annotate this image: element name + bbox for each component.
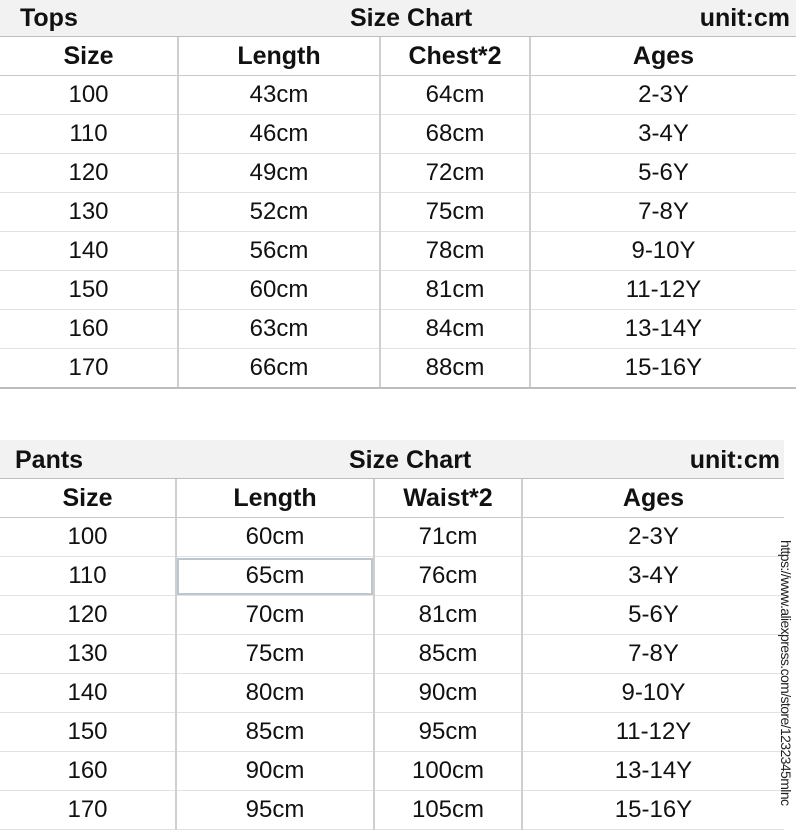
size-cell: 170 xyxy=(0,349,178,389)
tops-chart-unit: unit:cm xyxy=(699,4,790,32)
tops-size-chart xyxy=(0,0,796,389)
size-cell: 150 xyxy=(0,271,178,310)
selected-length-cell[interactable]: 65cm xyxy=(176,557,374,596)
ages-cell: 3-4Y xyxy=(530,115,796,154)
table-row xyxy=(0,791,784,830)
table-row xyxy=(0,674,784,713)
length-cell: 75cm xyxy=(176,635,374,674)
tops-title-bar xyxy=(0,0,796,37)
chest-cell: 81cm xyxy=(380,271,530,310)
length-cell: 60cm xyxy=(178,271,380,310)
ages-cell: 15-16Y xyxy=(530,349,796,389)
ages-cell: 3-4Y xyxy=(522,557,784,596)
size-cell: 130 xyxy=(0,635,176,674)
pants-chart-unit: unit:cm xyxy=(689,446,780,474)
table-row xyxy=(0,752,784,791)
ages-cell: 13-14Y xyxy=(530,310,796,349)
chest-cell: 64cm xyxy=(380,76,530,115)
tops-size-table xyxy=(0,37,796,389)
table-row xyxy=(0,76,796,115)
table-row xyxy=(0,635,784,674)
ages-cell: 15-16Y xyxy=(522,791,784,830)
length-cell: 63cm xyxy=(178,310,380,349)
ages-cell: 13-14Y xyxy=(522,752,784,791)
waist-cell: 76cm xyxy=(374,557,522,596)
tops-header-ages: Ages xyxy=(530,37,796,76)
table-row xyxy=(0,232,796,271)
pants-header-waist: Waist*2 xyxy=(374,479,522,518)
ages-cell: 5-6Y xyxy=(522,596,784,635)
pants-size-chart xyxy=(0,440,784,830)
pants-header-size: Size xyxy=(0,479,176,518)
ages-cell: 11-12Y xyxy=(530,271,796,310)
chest-cell: 84cm xyxy=(380,310,530,349)
size-cell: 130 xyxy=(0,193,178,232)
length-cell: 56cm xyxy=(178,232,380,271)
length-cell: 80cm xyxy=(176,674,374,713)
pants-chart-name: Pants xyxy=(15,446,84,474)
chest-cell: 72cm xyxy=(380,154,530,193)
pants-chart-title: Size Chart xyxy=(349,446,472,474)
length-cell: 90cm xyxy=(176,752,374,791)
size-cell: 100 xyxy=(0,76,178,115)
chest-cell: 88cm xyxy=(380,349,530,389)
waist-cell: 100cm xyxy=(374,752,522,791)
ages-cell: 9-10Y xyxy=(530,232,796,271)
length-cell: 46cm xyxy=(178,115,380,154)
chest-cell: 78cm xyxy=(380,232,530,271)
table-row xyxy=(0,518,784,557)
size-cell: 110 xyxy=(0,557,176,596)
waist-cell: 90cm xyxy=(374,674,522,713)
length-cell: 60cm xyxy=(176,518,374,557)
size-cell: 100 xyxy=(0,518,176,557)
chest-cell: 68cm xyxy=(380,115,530,154)
length-cell: 52cm xyxy=(178,193,380,232)
pants-size-table xyxy=(0,479,784,830)
waist-cell: 95cm xyxy=(374,713,522,752)
tops-header-size: Size xyxy=(0,37,178,76)
chest-cell: 75cm xyxy=(380,193,530,232)
size-cell: 110 xyxy=(0,115,178,154)
length-cell: 49cm xyxy=(178,154,380,193)
tops-header-length: Length xyxy=(178,37,380,76)
ages-cell: 2-3Y xyxy=(530,76,796,115)
pants-header-length: Length xyxy=(176,479,374,518)
length-cell: 95cm xyxy=(176,791,374,830)
waist-cell: 71cm xyxy=(374,518,522,557)
tops-chart-title: Size Chart xyxy=(350,4,473,32)
table-row xyxy=(0,193,796,232)
table-row xyxy=(0,115,796,154)
waist-cell: 81cm xyxy=(374,596,522,635)
ages-cell: 7-8Y xyxy=(522,635,784,674)
length-cell: 85cm xyxy=(176,713,374,752)
size-cell: 160 xyxy=(0,310,178,349)
pants-header-row xyxy=(0,479,784,518)
table-row xyxy=(0,713,784,752)
ages-cell: 7-8Y xyxy=(530,193,796,232)
size-cell: 120 xyxy=(0,596,176,635)
table-row xyxy=(0,596,784,635)
pants-header-ages: Ages xyxy=(522,479,784,518)
table-row xyxy=(0,310,796,349)
tops-chart-name: Tops xyxy=(20,4,78,32)
table-row xyxy=(0,154,796,193)
size-cell: 170 xyxy=(0,791,176,830)
size-cell: 120 xyxy=(0,154,178,193)
table-row xyxy=(0,557,784,596)
tops-header-row xyxy=(0,37,796,76)
waist-cell: 85cm xyxy=(374,635,522,674)
ages-cell: 11-12Y xyxy=(522,713,784,752)
length-cell: 66cm xyxy=(178,349,380,389)
size-cell: 140 xyxy=(0,232,178,271)
length-cell: 43cm xyxy=(178,76,380,115)
tops-header-chest: Chest*2 xyxy=(380,37,530,76)
size-cell: 140 xyxy=(0,674,176,713)
size-cell: 150 xyxy=(0,713,176,752)
table-row xyxy=(0,271,796,310)
ages-cell: 5-6Y xyxy=(530,154,796,193)
ages-cell: 9-10Y xyxy=(522,674,784,713)
store-url-watermark: https://www.aliexpress.com/store/1232345mlnc xyxy=(778,540,794,806)
ages-cell: 2-3Y xyxy=(522,518,784,557)
size-cell: 160 xyxy=(0,752,176,791)
length-cell: 70cm xyxy=(176,596,374,635)
waist-cell: 105cm xyxy=(374,791,522,830)
table-row xyxy=(0,349,796,389)
pants-title-bar xyxy=(0,440,784,479)
